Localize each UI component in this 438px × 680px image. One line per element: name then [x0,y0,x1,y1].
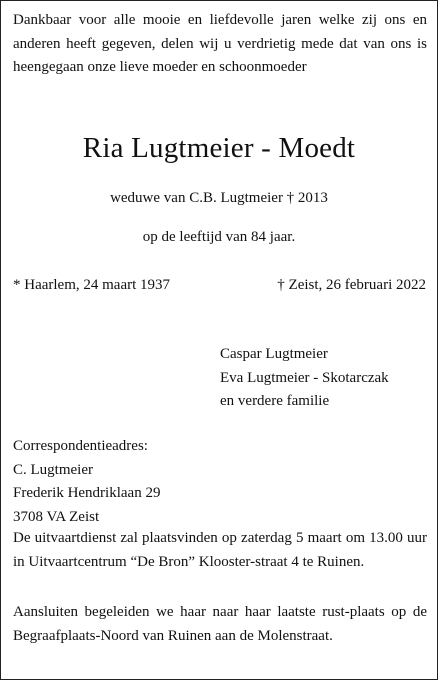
widow-line: weduwe van C.B. Lugtmeier † 2013 [110,190,328,206]
address-heading: Correspondentieadres: [13,438,148,454]
death-info: † Zeist, 26 februari 2022 [277,277,426,293]
correspondence-address [13,435,273,529]
address-city: 3708 VA Zeist [13,508,100,525]
birth-info: * Haarlem, 24 maart 1937 [13,277,171,293]
family-member: Eva Lugtmeier - Skotarczak [220,369,389,386]
age-line: op de leeftijd van 84 jaar. [142,229,296,245]
family-member: en verdere familie [220,393,330,409]
address-street: Frederik Hendriklaan 29 [13,485,161,501]
family-list [220,343,430,414]
deceased-name: Ria Lugtmeier - Moedt [82,132,356,164]
intro-paragraph: Dankbaar voor alle mooie en liefdevolle jaren welke zij ons en anderen heeft gegeven, delen wij u verdrietig mede dat van ons is heengegaan onze lieve moeder en schoonmoeder [13,12,427,75]
family-member: Caspar Lugtmeier [220,346,328,362]
address-name: C. Lugtmeier [13,461,93,478]
burial-paragraph: Aansluiten begeleiden we haar naar haar laatste rust-plaats op de Begraafplaats-Noord van Ruinen aan de Molenstraat. [13,604,427,644]
service-paragraph: De uitvaartdienst zal plaatsvinden op zaterdag 5 maart om 13.00 uur in Uitvaartcentrum “De Bron” Klooster-straat 4 te Ruinen. [13,530,427,570]
